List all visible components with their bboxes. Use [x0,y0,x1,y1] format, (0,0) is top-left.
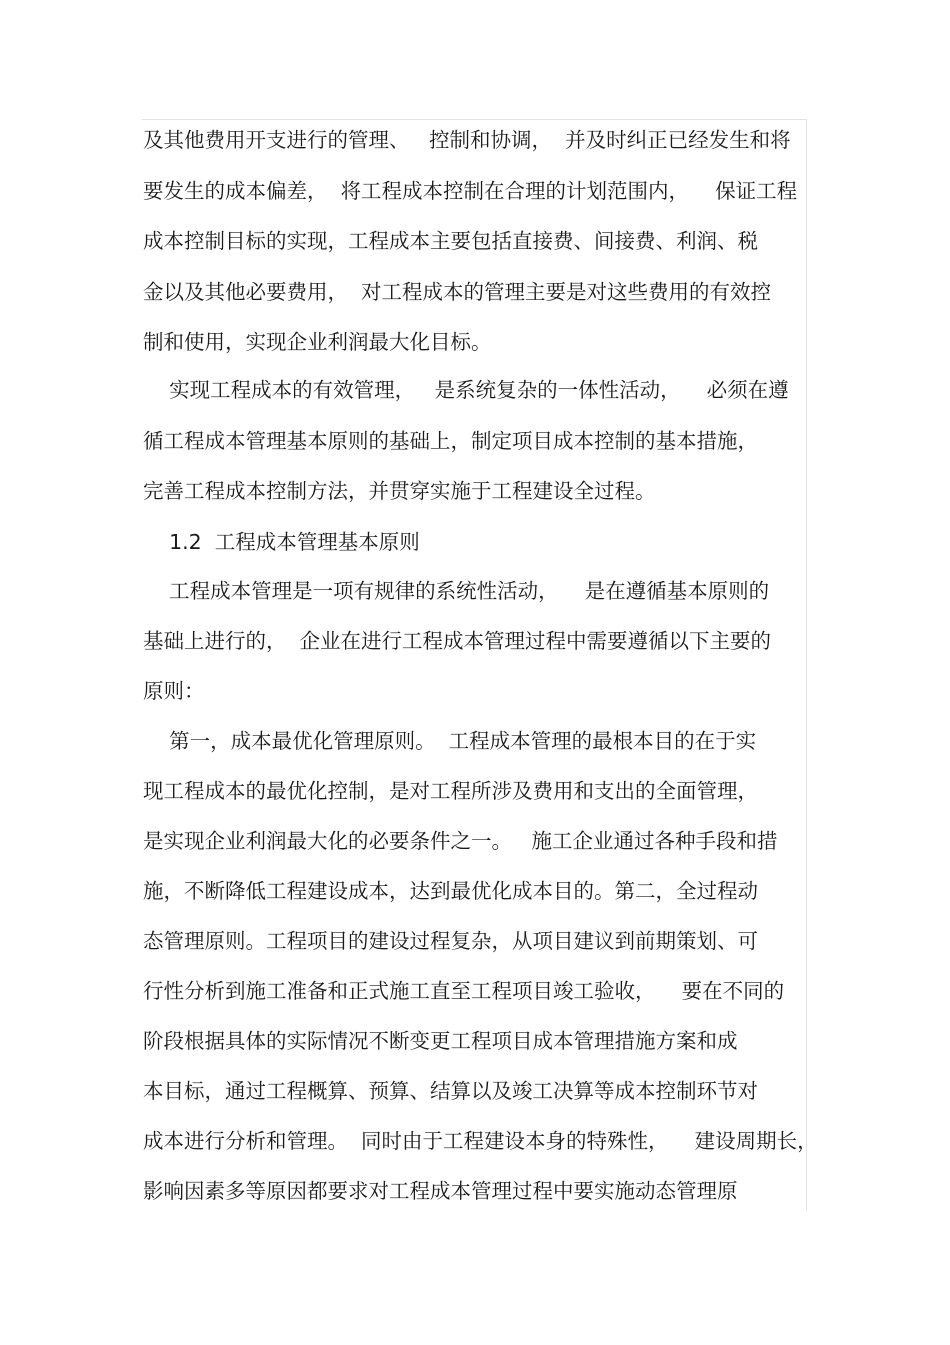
text-line: 及其他费用开支进行的管理、 控制和协调， 并及时纠正已经发生和将 [143,128,791,152]
text-line: 制和使用，实现企业利润最大化目标。 [143,330,492,354]
text-line: 影响因素多等原因都要求对工程成本管理过程中要实施动态管理原 [143,1179,738,1203]
text-line: 阶段根据具体的实际情况不断变更工程项目成本管理措施方案和成 [143,1029,738,1053]
text-line: 成本进行分析和管理。 同时由于工程建设本身的特殊性， 建设周期长， [143,1129,818,1153]
text-line: 金以及其他必要费用， 对工程成本的管理主要是对这些费用的有效控 [143,280,772,304]
text-line: 是实现企业利润最大化的必要条件之一。 施工企业通过各种手段和措 [143,829,778,853]
paragraph-start: 第一，成本最优化管理原则。 工程成本管理的最根本目的在于实 [143,729,757,753]
text-line: 成本控制目标的实现，工程成本主要包括直接费、间接费、利润、税 [143,229,758,253]
text-line: 本目标，通过工程概算、预算、结算以及竣工决算等成本控制环节对 [143,1079,758,1103]
text-line: 原则： [143,679,205,703]
section-heading: 1.2 工程成本管理基本原则 [143,530,420,554]
text-line: 现工程成本的最优化控制，是对工程所涉及费用和支出的全面管理， [143,779,758,803]
text-line: 循工程成本管理基本原则的基础上，制定项目成本控制的基本措施， [143,429,758,453]
text-line: 基础上进行的， 企业在进行工程成本管理过程中需要遵循以下主要的 [143,629,772,653]
paragraph-start: 实现工程成本的有效管理， 是系统复杂的一体性活动， 必须在遵 [143,378,789,402]
text-line: 态管理原则。工程项目的建设过程复杂，从项目建议到前期策划、可 [143,929,758,953]
text-line: 完善工程成本控制方法，并贯穿实施于工程建设全过程。 [143,479,656,503]
text-line: 要发生的成本偏差， 将工程成本控制在合理的计划范围内， 保证工程 [143,179,798,203]
text-line: 施，不断降低工程建设成本，达到最优化成本目的。第二，全过程动 [143,879,758,903]
paragraph-start: 工程成本管理是一项有规律的系统性活动， 是在遵循基本原则的 [143,579,770,603]
text-line: 行性分析到施工准备和正式施工直至工程项目竣工验收， 要在不同的 [143,979,785,1003]
